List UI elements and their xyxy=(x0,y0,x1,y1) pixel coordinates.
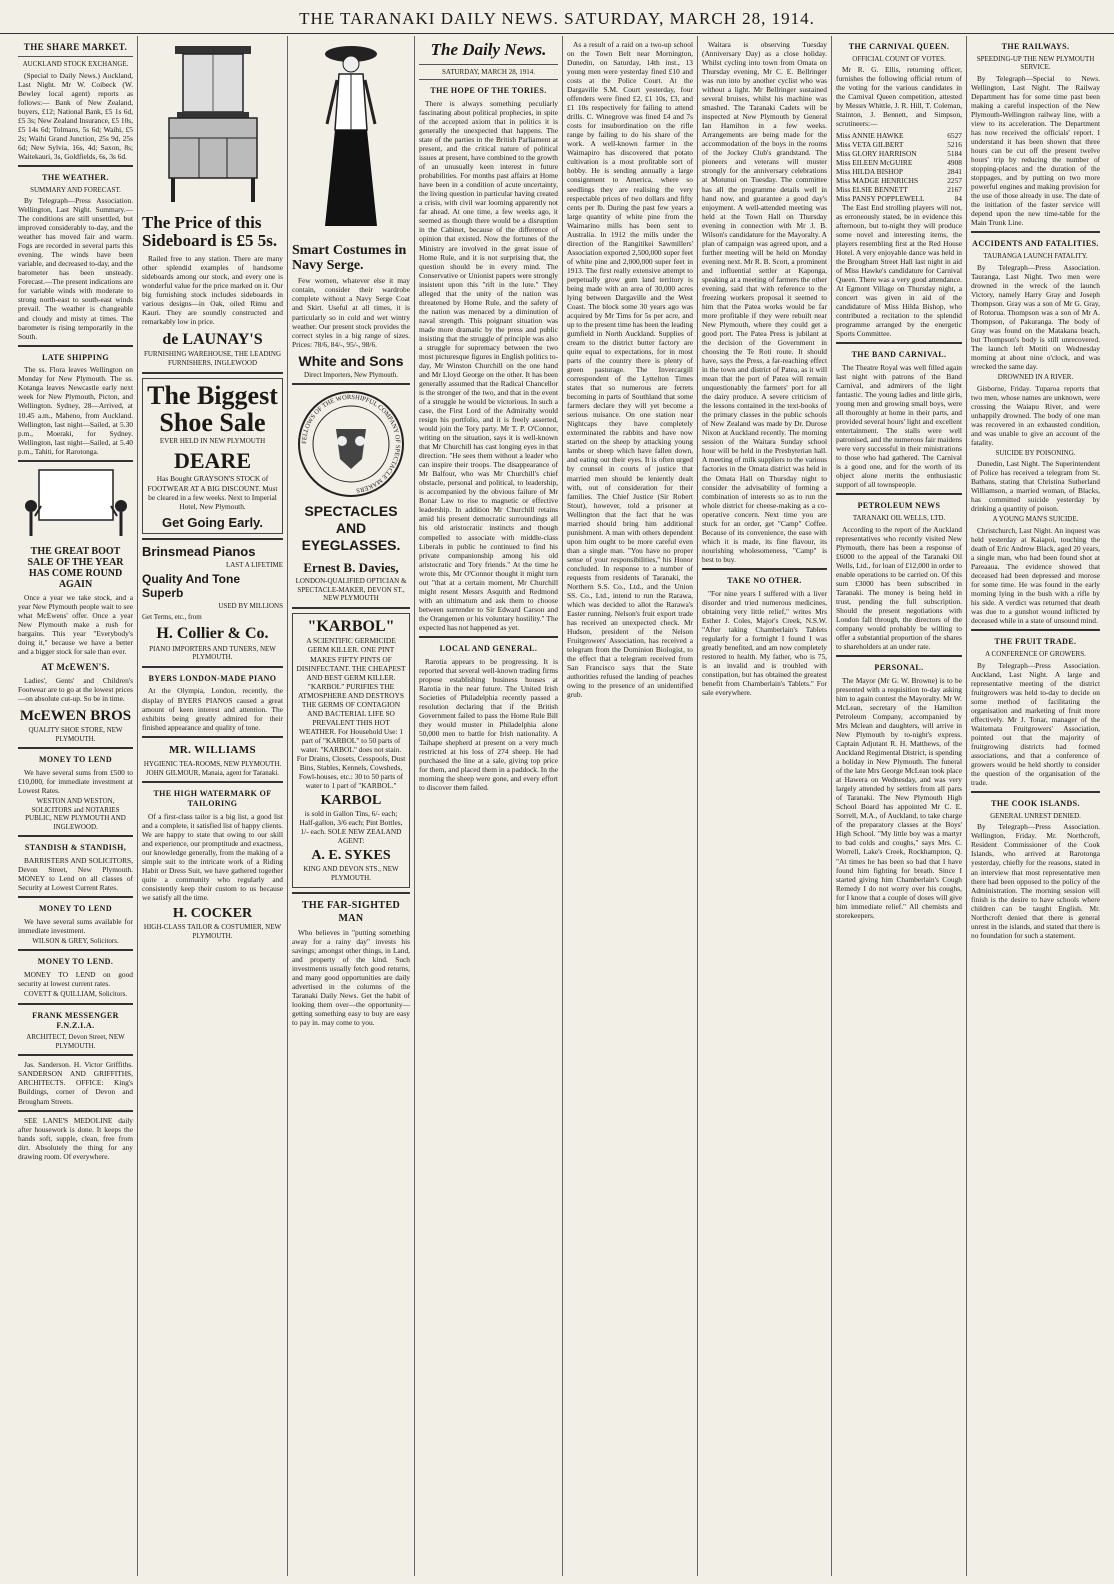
money-to-lend-3-body: MONEY TO LEND on good security at lowest current rates. xyxy=(18,970,133,989)
money-to-lend-1-body: We have several sums from £500 to £10,000, for immediate investment at Lowest Rates. xyxy=(18,768,133,796)
standish-body: BARRISTERS AND SOLICITORS, Devon Street, New Plymouth. MONEY to Lend on all classes of Security at Lowest Current Rates. xyxy=(18,856,133,893)
collier-name: H. Collier & Co. xyxy=(156,625,269,643)
fruit-trade-body: By Telegraph—Press Association. Auckland, Last Night. A large and representative meeting of the district fruitgrowers was held to-day to decide on some method of facilitating the organisation and marketing of fruit more effectively. Mr J. Tonar, manager of the Waitemata Fruitgrowers' Association, pointed out that the majority of fruitgrowing districts had formed associations, and that a conference of growers would be held shortly to consider the question of the organisation of the trade. xyxy=(971,660,1100,788)
brinsmead-used: USED BY MILLIONS xyxy=(218,602,283,611)
accidents-title: ACCIDENTS AND FATALITIES. xyxy=(972,239,1099,249)
money-to-lend-2-firm: WILSON & GREY, Solicitors. xyxy=(32,936,119,945)
medoline-ad: SEE LANE'S MEDOLINE daily after housework is done. It keeps the hands soft, supple, clean, free from dirt. Absolutely the thing for any drawing room. Of everywhere. xyxy=(18,1115,133,1161)
vote-candidate-name: Miss MADGE HENRICHS xyxy=(836,175,919,185)
vote-candidate-name: Miss GLORY HARRISON xyxy=(836,148,917,158)
davies-name: Ernest B. Davies, xyxy=(303,560,399,576)
vote-count: 2841 xyxy=(947,166,962,176)
vote-table xyxy=(836,131,962,203)
vote-count: 6527 xyxy=(947,130,962,140)
railways-title: THE RAILWAYS. xyxy=(1001,42,1070,51)
byers-title: BYERS LONDON-MADE PIANO xyxy=(148,673,277,683)
fruit-trade-title: THE FRUIT TRADE. xyxy=(994,637,1077,647)
cook-islands-title: THE COOK ISLANDS. xyxy=(991,799,1080,809)
vote-row xyxy=(836,194,962,203)
vote-row xyxy=(836,167,962,176)
suicide-poisoning-title: SUICIDE BY POISONING. xyxy=(995,448,1076,457)
cocker-subtitle: HIGH-CLASS TAILOR & COSTUMIER, NEW PLYMOUTH. xyxy=(143,923,282,940)
share-market-subtitle: AUCKLAND STOCK EXCHANGE. xyxy=(22,59,129,68)
vote-candidate-name: Miss ANNIE HAWKE xyxy=(836,130,904,140)
hope-of-tories-body: There is always something peculiarly fascinating about political prophecies, in spite of the accepted axiom that in politics it is generally the unexpected that happens. The state of the parties in the British Parliament at present, and the critical nature of political issues at present, have combined to the growth of an unusually keen interest in future probabilities. For months past affairs at Home have been in a condition of acute uncertainty, the living question in particular having created a crisis, with civil war looming apparently not far ahead. At one time, a few weeks ago, it seemed as though there would be a disruption in the Cabinet, because of the difference of opinion that existed. Now the fortunes of the Ministry are involved in the great issue of Home Rule, and it is not surprising that, the question should be in every mind. The Conservative or Unionist papers were strongly insistent upon this "rift in the lute." They alleged that the unity of the nation was threatened by Home Rule, and the safety of the nation was menaced by a diminution of naval strength. This poignant situation was made more dramatic by the press and public insisting that the struggle of principle was also a struggle for supremacy between the two most picturesque figures in English politics to-day, Mr Winston Churchill on the one hand and Mr Lloyd George on the other. It has been generally assumed that the Radical Chancellor is the stronger of the two, and that in the event of a struggle he would be victorious. In such a case, the First Lord of the Admiralty would resign his portfolio, and it is freely asserted, would join the Tory party. Mr T. P. O'Connor, writing on the situation, says it is well-known that Mr Churchill has cast longing eyes in that direction. "He sees them without a leader who can inspire their troops. The disappearance of Mr Balfour, who was Mr Churchill's chief obstacle, personal and political, to leadership, is accompanied by the obvious failure of Mr Bonar Law to rise to magnetic or effective leadership. In addition Mr Churchill retains amid his present democratic surroundings all his old aristocratic instincts and though compelled to associate with middle-class Liberals in public he continued to find his private companionship among his old aristocratic and Tory friends." At the time he wrote this, Mr O'Connor thought it might turn out "that at a certain moment, Mr Churchill might resent Messrs Asquith and Redmond with an ultimatum and ask them to choose between surrender to Sir Edward Carson and the Orangemen or his voluntary hostility." The expected has not happened as yet. xyxy=(419,99,558,632)
delaunay-subtitle: FURNISHING WAREHOUSE, THE LEADING FURNISHERS, INGLEWOOD xyxy=(143,350,282,367)
karbol-title-2: KARBOL xyxy=(320,792,382,808)
sykes-subtitle: KING AND DEVON STS., NEW PLYMOUTH. xyxy=(303,865,399,882)
young-man-suicide-body: Christchurch, Last Night. An inquest was held yesterday at Kaiapoi, touching the death of Eric Andrew Black, aged 20 years, a single man, who had been found shot at Pareaaua. The evidence showed that deceased had been depressed and morose for some time. He was found in the early morning lying in the bush with a rifle by his side. A verdict was returned that death was due to a gunshot wound inflicted by deceased while in a state of unsound mind. xyxy=(971,526,1100,626)
vote-candidate-name: Miss PANSY POPPLEWELL xyxy=(836,193,925,203)
share-market-title: THE SHARE MARKET. xyxy=(23,42,128,52)
shoe-sale-ad xyxy=(142,378,283,535)
spectacle-makers-seal xyxy=(296,389,406,499)
money-to-lend-1-title: MONEY TO LEND xyxy=(38,755,113,765)
cocker-name: H. COCKER xyxy=(172,905,253,921)
editorial-date: SATURDAY, MARCH 28, 1914. xyxy=(442,67,535,76)
vote-candidate-name: Miss ELSIE BENNETT xyxy=(836,184,908,194)
drowned-river-body: Gisborne, Friday. Tuparoa reports that two men, whose names are unknown, were crossing the Waiapu River, and were unhappily drowned. The body of one man was recovered in an exhausted condition, and was unable to give an account of the fatality. xyxy=(971,383,1100,447)
watermark-title: THE HIGH WATERMARK OF TAILORING xyxy=(153,789,272,808)
byers-body: At the Olympia, London, recently, the display of BYERS PIANOS caused a great amount of keen interest and attention. The exhibits being greatly admired for their finished appearance and quality of tone. xyxy=(142,686,283,732)
column-8 xyxy=(967,36,1104,1576)
shipping-title: LATE SHIPPING xyxy=(41,352,110,362)
daily-news-logo: The Daily News. xyxy=(430,40,547,59)
delaunay-name: de LAUNAY'S xyxy=(162,330,263,348)
mcewen-body: Ladies', Gents' and Children's Footwear are to go at the lowest prices—on absolute cut-up. So be in time. xyxy=(18,675,133,703)
deare-body: Has Bought GRAYSON'S STOCK of FOOTWEAR AT A BIG DISCOUNT. Must be cleared in a few weeks. Next to Imperial Hotel, New Plymouth. xyxy=(147,474,278,511)
masthead: THE TARANAKI DAILY NEWS. SATURDAY, MARCH 28, 1914. xyxy=(0,0,1114,34)
local-news-column-6: Waitara is observing Tuesday (Anniversary Day) as a close holiday. Whilst cycling into town from Omata on Thursday evening, Mr C. E. Bellringer was run into by another cyclist who was without a light. Mr Bellringer sustained several bruises, whilst his machine was smashed. The Taranaki Cadets will be inspected at New Plymouth by General Ian Hamilton in a few weeks. Arrangements are being made for the accommodation of the boys in the rooms of the Jockey Club's grandstand. The pioneers and veterans will muster strongly for the anniversary celebrations at Motunui on Tuesday. The committee has all the programme details well in hand now, and guarantee a good day's enjoyment. A well-attended meeting was held at the Town Hall on Thursday evening in connection with Mr J. B. Wilson's candidature for the Mayoralty. A plan of campaign was agreed upon, and a further meeting will be held on Monday evening next. Mr R. B. Scott, a prominent and influential settler at Kaponga, speaking at a meeting of farmers the other evening, said that with reference to the freezing workers proposal it seemed to him that the Patea works would be far more profitable if they were rebuilt near New Plymouth, where they could get a good port. The Patea Press is jubilant at the decision of the Government in choosing the Te Roti route. It should have, says the Press, a far-reaching effect in the town and district of Patea, as it will mean that the port of Patea will remain unquestionably the farmers' port for all the dairy produce. A severe criticism of the lessons contained in the text-books of the primary classes in the public schools of New Zealand was made by Dr. Durose Nixon at Auckland recently. The morning session of the Waitara Sunday school hour will be held in the Presbyterian hall. A meeting of milk suppliers to the various factories in the Omata district was held in the Omata Hall on Thursday night to consider the advisability of forming a combination of interests so as to run the whole district for cheese-making as a co-operative concern. Next time you are stuck for an order, get "Camp" Coffee. Because of its convenience, the ease with which it is made, its fine flavour, its nourishing wholesomeness, "Camp" is best to buy. xyxy=(702,40,827,564)
standish-title: STANDISH & STANDISH, xyxy=(24,843,127,853)
column-5 xyxy=(563,36,698,1576)
carnival-queen-title: THE CARNIVAL QUEEN. xyxy=(848,42,950,51)
petroleum-news-title: PETROLEUM NEWS xyxy=(857,501,941,511)
take-no-other-body: "For nine years I suffered with a liver disorder and tried numerous medicines, obtaining very little relief," writes Mrs Esther J. Coles, Major's Creek, N.S.W. "After taking Chamberlain's Tablets regularly for a fortnight I found I was greatly benefited, and am now completely restored to health. My father, who is 75, is an invalid and is troubled with constipation, but has obtained the greatest benefit from Chamberlain's Tablets." For sale everywhere. xyxy=(702,588,827,697)
weather-title: THE WEATHER. xyxy=(42,172,109,182)
sykes-name: A. E. SYKES xyxy=(311,848,391,864)
brinsmead-quality: Quality And Tone Superb xyxy=(142,571,240,601)
cook-islands-subtitle: GENERAL UNREST DENIED. xyxy=(990,811,1081,820)
smart-costumes-body: Few women, whatever else it may contain, consider their wardrobe complete without a Navy Serge Coat and Skirt. Useful at all times, it is particularly so in cold and wet wintry weather. Our present stock provides the correct styles in a big range of sizes. Prices: 78/6, 84/-, 95/-, 98/6. xyxy=(292,276,410,349)
column-1 xyxy=(14,36,138,1576)
money-to-lend-1-firm: WESTON AND WESTON, SOLICITORS and NOTARIES PUBLIC, NEW PLYMOUTH AND INGLEWOOD. xyxy=(25,797,126,831)
carnival-queen-body: Mr R. G. Ellis, returning officer, furnishes the following official return of the voting for the various candidates in the Carnival Queen competition, attested by Messrs Whittle, J. R. Hill, T. Coleman, Stainton, J. Bennett, and Simpson, scrutineers:— xyxy=(836,65,962,129)
shoe-sale-subtitle: EVER HELD IN NEW PLYMOUTH xyxy=(159,437,266,446)
column-6 xyxy=(698,36,832,1576)
boot-sale-headline: THE GREAT BOOT SALE OF THE YEAR HAS COME ROUND AGAIN xyxy=(27,545,124,590)
white-and-sons-subtitle: Direct Importers, New Plymouth. xyxy=(304,370,398,379)
personal-title: PERSONAL. xyxy=(874,663,924,673)
vote-count: 84 xyxy=(954,193,962,203)
band-carnival-title: THE BAND CARNIVAL. xyxy=(851,350,947,360)
davies-subtitle: LONDON-QUALIFIED OPTICIAN & SPECTACLE-MAKER, DEVON ST., NEW PLYMOUTH xyxy=(295,577,407,603)
tauranga-launch-body: By Telegraph—Press Association. Tauranga, Last Night. Two men were drowned in the wreck of the launch Victory, namely Harry Gray and Joseph Thompson. Gray was a son of Mr G. Gray, of Rotorua. Thompson was a son of Mr A. Thompson, of Pakuranga. The body of Gray was found on the Matakana beach, but Thompson's body is still unrecovered. The launch left Motiti on Wednesday morning at about nine o'clock, and was wrecked the same day. xyxy=(971,262,1100,371)
column-3 xyxy=(288,36,415,1576)
drowned-river-title: DROWNED IN A RIVER. xyxy=(997,373,1074,381)
mcewen-tagline: QUALITY SHOE STORE, NEW PLYMOUTH. xyxy=(28,726,123,743)
vote-row xyxy=(836,158,962,167)
brinsmead-terms: Get Terms, etc., from xyxy=(142,612,202,621)
karbol-body: A SCIENTIFIC GERMICIDE GERM KILLER. ONE PINT MAKES FIFTY PINTS OF DISINFECTANT. THE CHEAPEST AND BEST GERM KILLER. "KARBOL" PURIFIES THE ATMOSPHERE AND DESTROYS THE GERMS OF CONTAGION AND BACTERIAL LIFE SO PREVALENT THIS HOT WEATHER. For Household Use: 1 part of "KARBOL" to 50 parts of water. "KARBOL" does not stain. For Drains, Closets, Cesspools, Dust Bins, Stables, Kennels, Cowsheds, Fowl-houses, etc.: 30 to 50 parts of water to 1 part of "KARBOL." xyxy=(296,636,406,790)
weather-body: By Telegraph—Press Association. Wellington, Last Night. Summary.—The conditions are still unsettled, but improved considerably to-day, and the weather has moved fair and warm. Fogs are recorded in several parts this evening. The winds have been variable, and decreased to-day, and the barometer has been unsteady. Forecast.—The present indications are for variable winds with moderate to strong north-east to south-east winds prevail. The weather is changeable and cloudy and misty at times. The barometer is rising temporarily in the South. xyxy=(18,196,133,341)
railways-body: By Telegraph—Special to News. Wellington, Last Night. The Railway Department has for some time past been making a careful inspection of the New Plymouth-Wellington railway line, with a view to its acceleration. The Department has now received the officials' report. I understand it has been shown that three hours can be cut off the present twelve hours' trip by reducing the number of stopping-places and the duration of the stoppages, and by putting on two more powerful engines and making provision for the use of those already in use. The date of the initiation of the faster service will depend upon the new time-table for the Main Trunk Line. xyxy=(971,73,1100,228)
karbol-title: "KARBOL" xyxy=(307,617,395,635)
share-market-body: (Special to Daily News.) Auckland, Last Night. Mr W. Coibeck (W. Bewley local agent) reports as follows:— Bank of New Zealand, buyers, £12; National Bank, £5 1s 6d, £5 3s; New Zealand Insurance, £5 10s, £5 14s 6d; Tolmans, 5s 6d; Waihi, £5 2s; Waihi Grand Junction, 25s 9d, 25s 6d; New Sylvia, 16s, 4d; Saxon, 8s; Waitekauri, 3s, Goldfields, 6s, 3s 6d. xyxy=(18,70,133,161)
tauranga-launch-title: TAURANGA LAUNCH FATALITY. xyxy=(983,252,1088,261)
karbol-pricing: is sold in Gallon Tins, 6/- each; Half-gallon, 3/6 each; Pint Bottles, 1/- each. SOLE NEW ZEALAND AGENT: xyxy=(299,809,403,846)
vote-candidate-name: Miss VETA GILBERT xyxy=(836,139,904,149)
weather-subtitle: SUMMARY AND FORECAST. xyxy=(30,185,121,194)
sanderson-griffiths-body: Jas. Sanderson. H. Victor Griffiths. SANDERSON AND GRIFFITHS, ARCHITECTS. OFFICE: King's Buildings, corner of Devon and Brougham Streets. xyxy=(18,1060,133,1106)
suicide-poisoning-body: Dunedin, Last Night. The Superintendent of Police has received a telegram from St. Bathans, stating that Christina Sutherland Williamson, a married woman, of Blacks, has committed suicide yesterday by drinking a quantity of poison. xyxy=(971,459,1100,514)
money-to-lend-2-title: MONEY TO LEND xyxy=(38,904,113,914)
deare-name: DEARE xyxy=(173,447,251,473)
far-sighted-title: THE FAR-SIGHTED MAN xyxy=(301,900,401,924)
carnival-queen-subtitle: OFFICIAL COUNT OF VOTES. xyxy=(852,54,946,63)
far-sighted-body: Who believes in "putting something away for a rainy day" invests his savings; amongst other things, in Land, and property of the kind. Such investments usually fetch good returns, and many good opportunities are daily advertised in the columns of the Taranaki Daily News. Get the habit of looking them over—the opportunity—getting something easy to buy are easy to pay in. may come to you. xyxy=(292,927,410,1027)
vote-count: 5216 xyxy=(947,139,962,149)
vote-row xyxy=(836,140,962,149)
band-carnival-body: The Theatre Royal was well filled again last night with patrons of the Band Carnival, and admirers of the light fantastic. The young ladies and little girls, young men and growing small boys, were all thoroughly at home in their parts, and provided several hours' light and excellent entertainment. The stalls were well patronised, and the numerous fair maidens were very successful in their ministrations to those who had gathered. The Carnival is a good one, and for the worth of its object alone merits the enthusiastic support of all townspeople. xyxy=(836,362,962,490)
shoe-sale-illustration xyxy=(21,466,131,542)
brinsmead-side: LAST A LIFETIME xyxy=(225,561,283,570)
collier-subtitle: PIANO IMPORTERS AND TUNERS, NEW PLYMOUTH. xyxy=(149,644,276,662)
spectacles-title: SPECTACLES AND EYEGLASSES. xyxy=(301,503,401,554)
column-2 xyxy=(138,36,288,1576)
petroleum-news-subtitle: TARANAKI OIL WELLS, LTD. xyxy=(852,514,946,523)
vote-count: 5184 xyxy=(947,148,962,158)
personal-body: The Mayor (Mr G. W. Browne) is to be presented with a requisition to-day asking him to again contest the Mayoralty. Mr W. McLean, secretary of the Hamilton Petroleum Company, accompanied by Mrs Mclean and daughters, will arrive in New Plymouth by to-night's express. Captain Adjutant R. H. Matthews, of the Auckland Regimental District, is spending a holiday in New Plymouth. The funeral of the late Mrs George McLean took place at Hawera on Wednesday, and was very largely attended by settlers from all parts of Taranaki. The New Plymouth High School Board has appointed Mr C. E. Sorrell, M.A., of Auckland, to take charge of the preparatory classes at the Boys' High School. "My little boy was a martyr to bad colds and coughs," says Mrs. C. Worrell, Lake's Creek, Rockhampton, Q. "At times he has been so bad that I have found him fighting for breath. Since I started giving him Chamberlain's Cough Remedy I do not worry over his coughs, for I know that a couple of doses will give him immediate relief." All chemists and storekeepers. xyxy=(836,675,962,920)
column-7 xyxy=(832,36,967,1576)
column-4 xyxy=(415,36,563,1576)
biggest-shoe-sale-headline: The Biggest Shoe Sale xyxy=(147,380,278,437)
svg-text:FELLOWS OF THE WORSHIPFUL COMP: FELLOWS OF THE WORSHIPFUL COMPANY OF SPECTACLE MAKERS xyxy=(300,394,402,494)
sideboard-price-title: The Price of this Sideboard is £5 5s. xyxy=(142,213,278,250)
money-to-lend-2-body: We have several sums available for immediate investment. xyxy=(18,916,133,935)
hope-of-tories-title: THE HOPE OF THE TORIES. xyxy=(430,86,547,96)
young-man-suicide-title: A YOUNG MAN'S SUICIDE. xyxy=(992,515,1079,524)
karbol-ad xyxy=(292,613,410,888)
deare-tagline: Get Going Early. xyxy=(162,514,263,530)
carnival-queen-body-2: The East End strolling players will not, as erroneously stated, be in evidence this afternoon, but to-night they will produce some novel and interesting items, the players resembling first at the Red House Hotel. A very enjoyable dance was held in the Brougham Street Hall last night in aid of Miss Hawke's candidature for Carnival Queen. There was a very good attendance. At Egmont Village on Thursday night, a concert was given in aid of the candidature of Miss Hilda Bishop, who contributed a recitation to the splendid programme arranged by the energetic Sports Committee. xyxy=(836,202,962,339)
smart-costumes-title: Smart Costumes in Navy Serge. xyxy=(292,243,407,273)
williams-title: MR. WILLIAMS xyxy=(168,743,257,756)
shipping-body: The ss. Flora leaves Wellington on Monday for New Plymouth. The ss. Kotanga leaves Newcastle early next week for New Plymouth, Picton, and Wellington. Sydney, 28—Arrived, at 10.45 a.m., Maheno, from Auckland. Wellington, last night—Sailed, at 5.30 p.m., Moeraki, for Sydney. Wellington, last night—Sailed, at 5.40 p.m., Tahiti, for Rarotonga. xyxy=(18,365,133,456)
mcewen-bros-name: McEWEN BROS xyxy=(19,707,132,724)
money-to-lend-3-firm: COVETT & QUILLIAM, Solicitors. xyxy=(23,990,128,999)
local-general-body: Rarotia appears to be progressing. It is reported that several well-known trading firms propose establishing business houses at Rarotia in the near future. The United Irish Societies of Philadelphia recently passed a resolution declaring that if the British Government failed to pass the Home Rule Bill they would muster in Philadelphia alone 50,000 men to battle for Irish nationality. A Taihape shepherd at present on a very much restricted at his loss of 274 sheep. He had purchased the line at a sale, giving top price for them, and placed them in a paddock. In the morning the sheep were gone, and every effort to discover them failed. xyxy=(419,656,558,793)
architect-body: ARCHITECT, Devon Street, NEW PLYMOUTH. xyxy=(26,1033,125,1050)
cook-islands-body: By Telegraph—Press Association. Wellington, Friday. Mr. Northcroft, Resident Commissioner of the Cook Islands, who arrived at Rarotonga yesterday, chiefly for the reasons, stated in an interview that most representative men there had been opposed to the policy of the Administration. The morning session will finish is the desire to have schools where children can be taught English. Mr. Northcroft denied that there is general unrest in the islands, and stated that there is no foundation for such a statement. xyxy=(971,822,1100,940)
vote-row xyxy=(836,131,962,140)
petroleum-news-body: According to the report of the Auckland representatives who recently visited New Plymouth, there has been a response of £6000 to the appeal of the Taranaki Oil Wells, Ltd., for loan of £12,000 in order to enable operations to be carried on. Of this sum £3000 has been subscribed in Taranaki. The money is being held in trust, pending the full subscription. Should the present negotiations with London fall through, the directors of the company would probably be willing to offer a substantial proportion of the shares to shareholders at an under rate. xyxy=(836,524,962,652)
local-general-title: LOCAL AND GENERAL. xyxy=(439,643,538,653)
watermark-body: Of a first-class tailor is a big list, a good list and a complete, it satisfied list of happy clients. We are happy to state that owing to our skill and experience, our promptitude and exactness, our knowledge generally, from the making of a simple suit to the intricate work of a Riding Habit or Dress Suit, we have gathered together quite a community who regularly and consistently keep their custom to us because we satisfy all the time. xyxy=(142,811,283,902)
vote-count: 2167 xyxy=(947,184,962,194)
architect-title: FRANK MESSENGER F.N.Z.I.A. xyxy=(32,1010,119,1030)
vote-candidate-name: Miss HILDA BISHOP xyxy=(836,166,903,176)
costume-figure-illustration xyxy=(301,40,401,240)
vote-row xyxy=(836,176,962,185)
take-no-other-title: TAKE NO OTHER. xyxy=(727,575,802,585)
railways-subtitle: SPEEDING-UP THE NEW PLYMOUTH SERVICE. xyxy=(976,54,1095,72)
vote-row xyxy=(836,149,962,158)
white-and-sons-name: White and Sons xyxy=(298,352,404,369)
brinsmead-title: Brinsmead Pianos xyxy=(142,544,256,560)
vote-count: 4908 xyxy=(947,157,962,167)
sideboard-body: Railed free to any station. There are many other splendid examples of handsome sideboards among our stock, and every one is wonderful value for the price marked on it. Our big furnishing stock includes sideboards in various designs—in Oak, oiled Rimu and Kauri. They are soundly constructed and remarkably low in price. xyxy=(142,253,283,326)
newspaper-page xyxy=(14,36,1104,1576)
vote-candidate-name: Miss EILEEN McGUIRE xyxy=(836,157,913,167)
mcewen-at: AT McEWEN'S. xyxy=(41,661,110,672)
sideboard-illustration xyxy=(153,40,273,210)
boot-sale-body: Once a year we take stock, and a year New Plymouth people wait to see what McEwens' offer. Once a year New Plymouth make a rush for bargains. This year "Everybody's doing it," because we have a better and a bigger stock for sale than ever. xyxy=(18,592,133,656)
williams-subtitle: HYGIENIC TEA-ROOMS, NEW PLYMOUTH. JOHN GILMOUR, Manaia, agent for Taranaki. xyxy=(143,760,282,777)
fruit-trade-subtitle: A CONFERENCE OF GROWERS. xyxy=(985,650,1086,659)
vote-row xyxy=(836,185,962,194)
local-news-column-5: As a result of a raid on a two-up school on the Town Belt near Mornington, Dunedin, on Saturday, 14th inst., 13 young men were yesterday fined £10 and costs at the Police Court. At the Dargaville S.M. Court yesterday, four offenders were fined £2, £1 10s, £3, and £1 10s respectively for failing to attend drills. C. Winegrove was fined £4 and 7s costs for insubordination on the rifle range by failing to do his share of the work. A well-known farmer in the Waimapiro has discovered that potato cultivation is a most profitable sort of hobby. He is sending annually a large consignment to America, where so seedlings they are realising the very respectable prices of two dollars and fifty cents per lb. During the past few years a large quantity of white pine from the Waimarino mills has been sent to Australia. In 1912 the mills under the direction of the Rangitikei Sawmillers' Association exported 2,500,000 super feet of white pine and 2,000,000 super feet in 1913. The first really extensive attempt to perpetually grow gum land territory is being made with an area of 30,000 acres lying between Dargaville and the West Coast. The block some 30 years ago was acquired by Mr Tims for 5s per acre, and up to the present time has been the leading gumfield in North Auckland. Supplies of cream to the district butter factory are quite equal to expectations, for in most parts of the country there is plenty of green pasturage. The Invercargill correspondent of the Lyttelton Times states that so numerous are ferrets becoming in parts of Southland that some farmers declare they will yet become a serious nuisance. On one station near Nightcaps they have completely exterminated the rabbits and have now started on the sheep by attacking young lambs or sheep which have fallen down, and eating out their eyes. It is often urged by counsel in courts of justice that married men should be leniently dealt with, out of consideration for their families. The Chief Justice (Sir Robert Stout), however, told a prisoner at Wellington that the fact that he was married should bring him additional punishment. A man with others dependent upon him ought to be more careful even than a single man. "You have no proper sense of your responsibilities," his Honor concluded. In response to a number of requests from residents of Taranaki, the Northern S.S. Co., Ltd., and the Union SS. Co., Ltd., intend to run the Rarawa, which was decided to allot the Rarawa's Easter running. Nelson's fruit export trade has received an unexpected check. Mr Hudson, president of the Nelson Fruitgrowers' Association, has received a telegram from the Dominion Biologist, to the effect that a telegram received from San Francisco says that the State authorities refused the landing of peaches owing to the presence of an unidentified grub. xyxy=(567,40,694,700)
vote-count: 2257 xyxy=(947,175,962,185)
money-to-lend-3-title: MONEY TO LEND. xyxy=(37,957,114,967)
